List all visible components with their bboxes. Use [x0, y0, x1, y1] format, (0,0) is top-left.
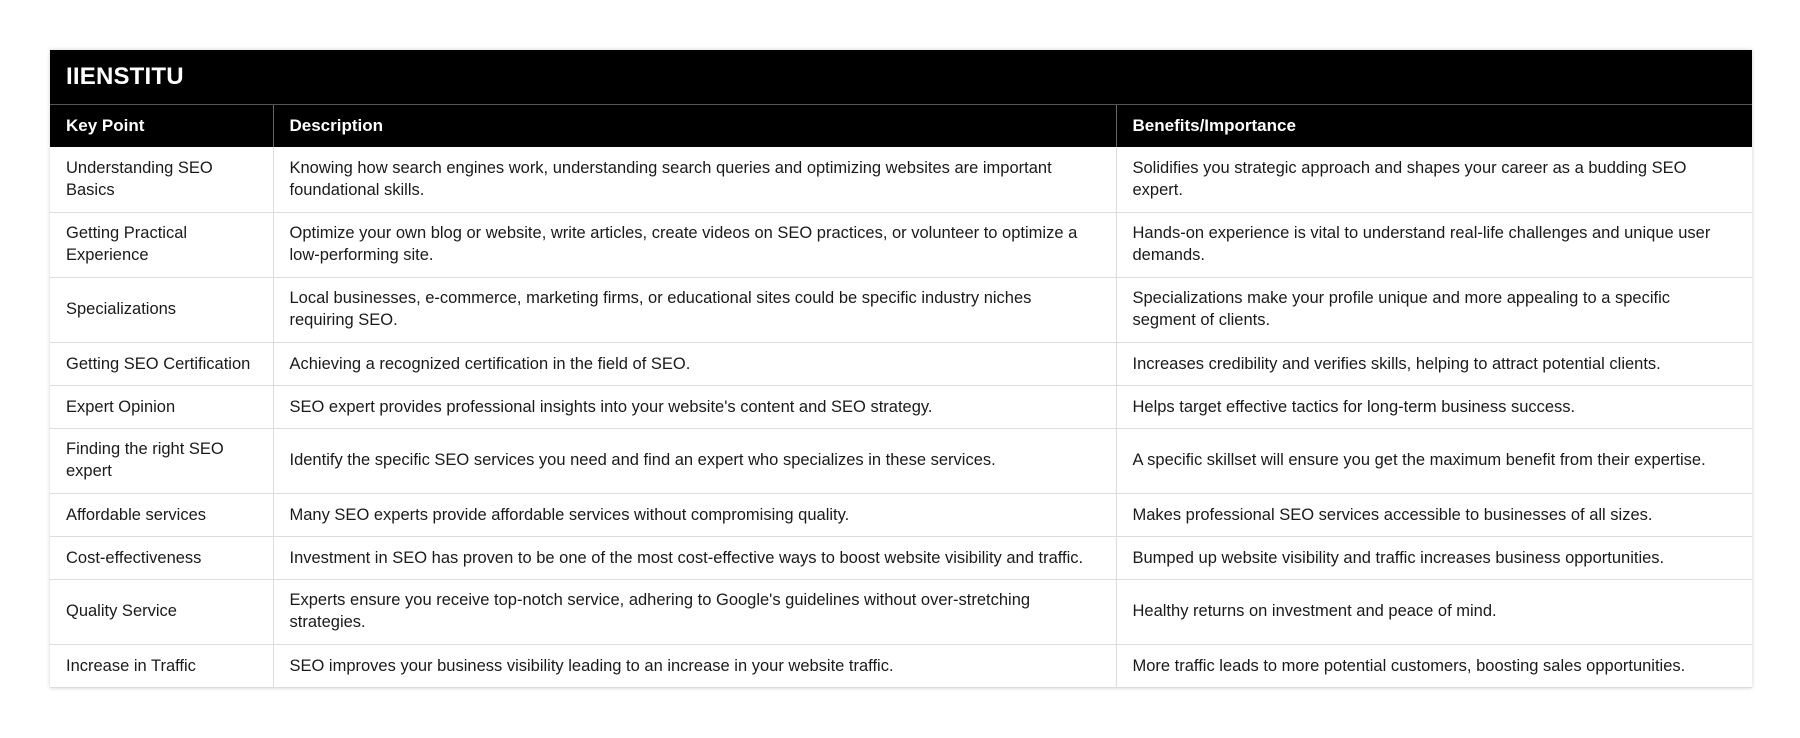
table-row — [50, 147, 1752, 212]
header-benefits: Benefits/Importance — [1116, 105, 1752, 147]
cell-description: Investment in SEO has proven to be one of the most cost-effective ways to boost website visibility and traffic. — [273, 536, 1116, 579]
cell-key-point: Understanding SEO Basics — [50, 147, 273, 212]
cell-description: Identify the specific SEO services you need and find an expert who specializes in these services. — [273, 428, 1116, 493]
cell-benefit: More traffic leads to more potential customers, boosting sales opportunities. — [1116, 644, 1752, 687]
header-description: Description — [273, 105, 1116, 147]
cell-description: Many SEO experts provide affordable services without compromising quality. — [273, 493, 1116, 536]
cell-benefit: Healthy returns on investment and peace of mind. — [1116, 579, 1752, 644]
cell-key-point: Finding the right SEO expert — [50, 428, 273, 493]
cell-key-point: Increase in Traffic — [50, 644, 273, 687]
table-row — [50, 579, 1752, 644]
header-row — [50, 105, 1752, 147]
cell-benefit: Increases credibility and verifies skills, helping to attract potential clients. — [1116, 342, 1752, 385]
cell-key-point: Getting Practical Experience — [50, 212, 273, 277]
cell-description: Optimize your own blog or website, write articles, create videos on SEO practices, or volunteer to optimize a low-performing site. — [273, 212, 1116, 277]
cell-benefit: Hands-on experience is vital to understand real-life challenges and unique user demands. — [1116, 212, 1752, 277]
cell-description: Local businesses, e-commerce, marketing firms, or educational sites could be specific industry niches requiring SEO. — [273, 277, 1116, 342]
table-title: IIENSTITU — [50, 50, 1752, 105]
cell-key-point: Affordable services — [50, 493, 273, 536]
table-row — [50, 385, 1752, 428]
header-key-point: Key Point — [50, 105, 273, 147]
cell-key-point: Specializations — [50, 277, 273, 342]
table-container — [50, 50, 1752, 688]
cell-benefit: Solidifies you strategic approach and shapes your career as a budding SEO expert. — [1116, 147, 1752, 212]
cell-description: SEO expert provides professional insights into your website's content and SEO strategy. — [273, 385, 1116, 428]
cell-description: Knowing how search engines work, understanding search queries and optimizing websites are important foundational skills. — [273, 147, 1116, 212]
cell-key-point: Cost-effectiveness — [50, 536, 273, 579]
cell-key-point: Getting SEO Certification — [50, 342, 273, 385]
cell-description: SEO improves your business visibility leading to an increase in your website traffic. — [273, 644, 1116, 687]
table-row — [50, 277, 1752, 342]
table-row — [50, 644, 1752, 687]
key-points-table — [50, 105, 1752, 688]
table-row — [50, 428, 1752, 493]
cell-description: Achieving a recognized certification in the field of SEO. — [273, 342, 1116, 385]
cell-description: Experts ensure you receive top-notch service, adhering to Google's guidelines without over-stretching strategies. — [273, 579, 1116, 644]
cell-key-point: Quality Service — [50, 579, 273, 644]
table-row — [50, 212, 1752, 277]
cell-key-point: Expert Opinion — [50, 385, 273, 428]
table-row — [50, 493, 1752, 536]
cell-benefit: Bumped up website visibility and traffic increases business opportunities. — [1116, 536, 1752, 579]
cell-benefit: Makes professional SEO services accessible to businesses of all sizes. — [1116, 493, 1752, 536]
table-row — [50, 342, 1752, 385]
cell-benefit: A specific skillset will ensure you get the maximum benefit from their expertise. — [1116, 428, 1752, 493]
cell-benefit: Specializations make your profile unique and more appealing to a specific segment of clients. — [1116, 277, 1752, 342]
table-row — [50, 536, 1752, 579]
cell-benefit: Helps target effective tactics for long-term business success. — [1116, 385, 1752, 428]
